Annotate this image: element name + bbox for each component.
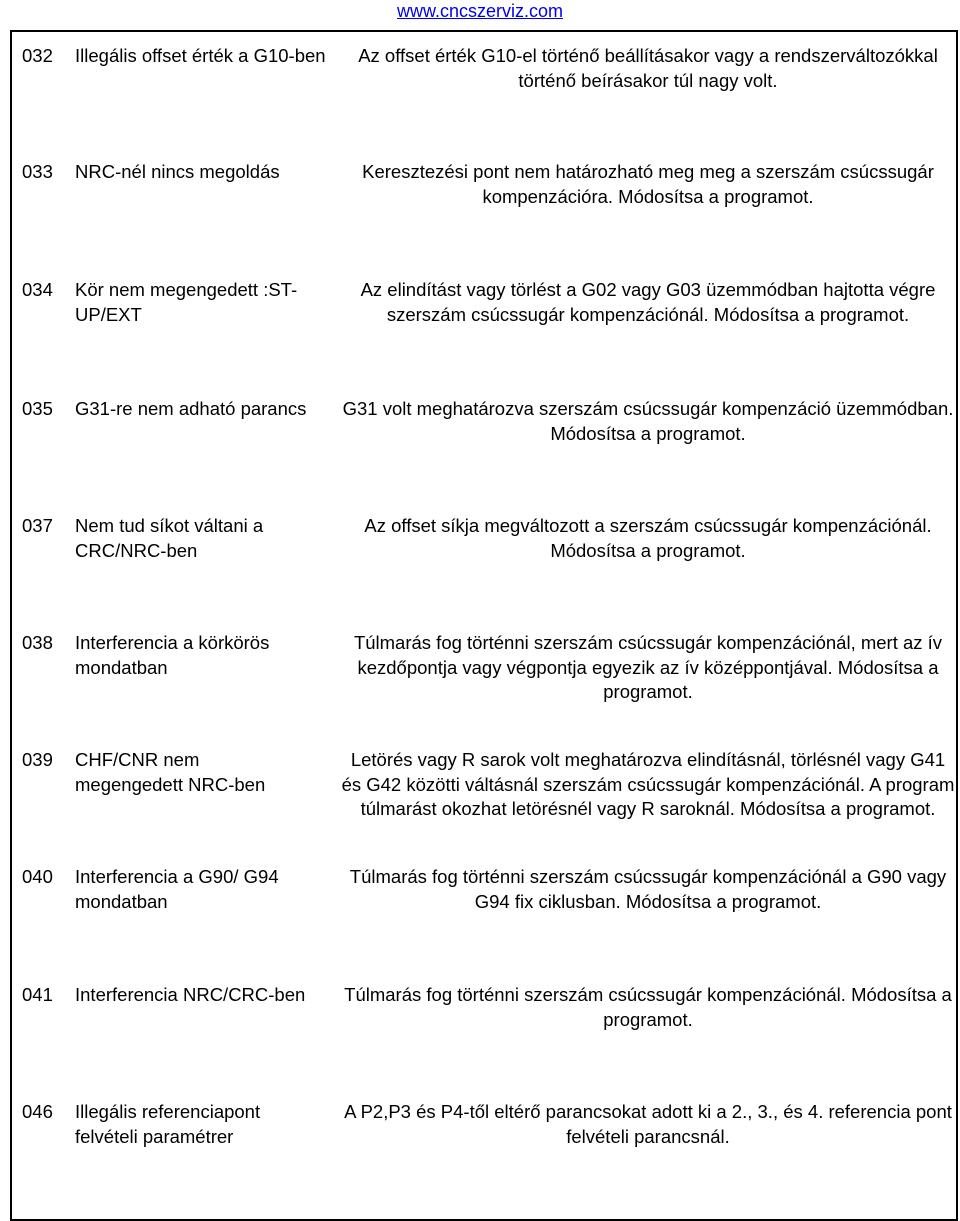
alarm-code: 041 [22, 984, 53, 1005]
table-left-border [10, 30, 12, 1221]
alarm-description: Túlmarás fog történni szerszám csúcssugár kompenzációnál a G90 vagy G94 fix ciklusban. Módosítsa a programot. [349, 866, 947, 912]
alarm-code: 034 [22, 279, 53, 300]
alarm-code: 037 [22, 515, 53, 536]
alarm-description: Túlmarás fog történni szerszám csúcssugár kompenzációnál, mert az ív kezdőpontja vagy végpontja egyezik az ív középpontjával. Módosítsa a programot. [353, 632, 943, 702]
alarm-description: Az elindítást vagy törlést a G02 vagy G03 üzemmódban hajtotta végre szerszám csúcssugár kompenzációnál. Módosítsa a programot. [360, 279, 936, 325]
table-top-border [10, 30, 956, 32]
alarm-description: Keresztezési pont nem határozható meg meg a szerszám csúcssugár kompenzációra. Módosítsa a programot. [362, 161, 934, 207]
alarm-title: Kör nem megengedett :ST-UP/EXT [75, 279, 298, 325]
alarm-code: 035 [22, 398, 53, 419]
site-link[interactable]: www.cncszerviz.com [396, 1, 564, 21]
alarm-description: Az offset érték G10-el történő beállításakor vagy a rendszerváltozókkal történő beírásakor túl nagy volt. [358, 45, 938, 91]
alarm-description: Túlmarás fog történni szerszám csúcssugár kompenzációnál. Módosítsa a programot. [344, 984, 952, 1030]
alarm-title: Interferencia NRC/CRC-ben [75, 984, 306, 1005]
alarm-code: 046 [22, 1101, 53, 1122]
alarm-title: NRC-nél nincs megoldás [75, 161, 280, 182]
alarm-title: CHF/CNR nem megengedett NRC-ben [75, 749, 266, 795]
table-right-border [956, 30, 958, 1221]
alarm-title: Illegális referenciapont felvételi paramétrer [75, 1101, 261, 1147]
alarm-description: Az offset síkja megváltozott a szerszám csúcssugár kompenzációnál. Módosítsa a programot. [364, 515, 932, 561]
alarm-code: 032 [22, 45, 53, 66]
alarm-title: Interferencia a G90/ G94 mondatban [75, 866, 279, 912]
alarm-title: Illegális offset érték a G10-ben [75, 45, 326, 66]
alarm-description: A P2,P3 és P4-től eltérő parancsokat adott ki a 2., 3., és 4. referencia pont felvételi parancsnál. [344, 1101, 952, 1147]
alarm-code: 038 [22, 632, 53, 653]
alarm-description: G31 volt meghatározva szerszám csúcssugár kompenzáció üzemmódban. Módosítsa a programot. [342, 398, 954, 444]
alarm-description: Letörés vagy R sarok volt meghatározva elindításnál, törlésnél vagy G41 és G42 közötti váltásnál szerszám csúcssugár kompenzációnál. A program túlmarást okozhat letörésnél vagy R saroknál. Módosítsa a programot. [341, 749, 955, 819]
alarm-title: Interferencia a körkörös mondatban [75, 632, 270, 678]
alarm-title: Nem tud síkot váltani a CRC/NRC-ben [75, 515, 264, 561]
alarm-title: G31-re nem adható parancs [75, 398, 307, 419]
alarm-code: 040 [22, 866, 53, 887]
alarm-code: 033 [22, 161, 53, 182]
alarm-code: 039 [22, 749, 53, 770]
